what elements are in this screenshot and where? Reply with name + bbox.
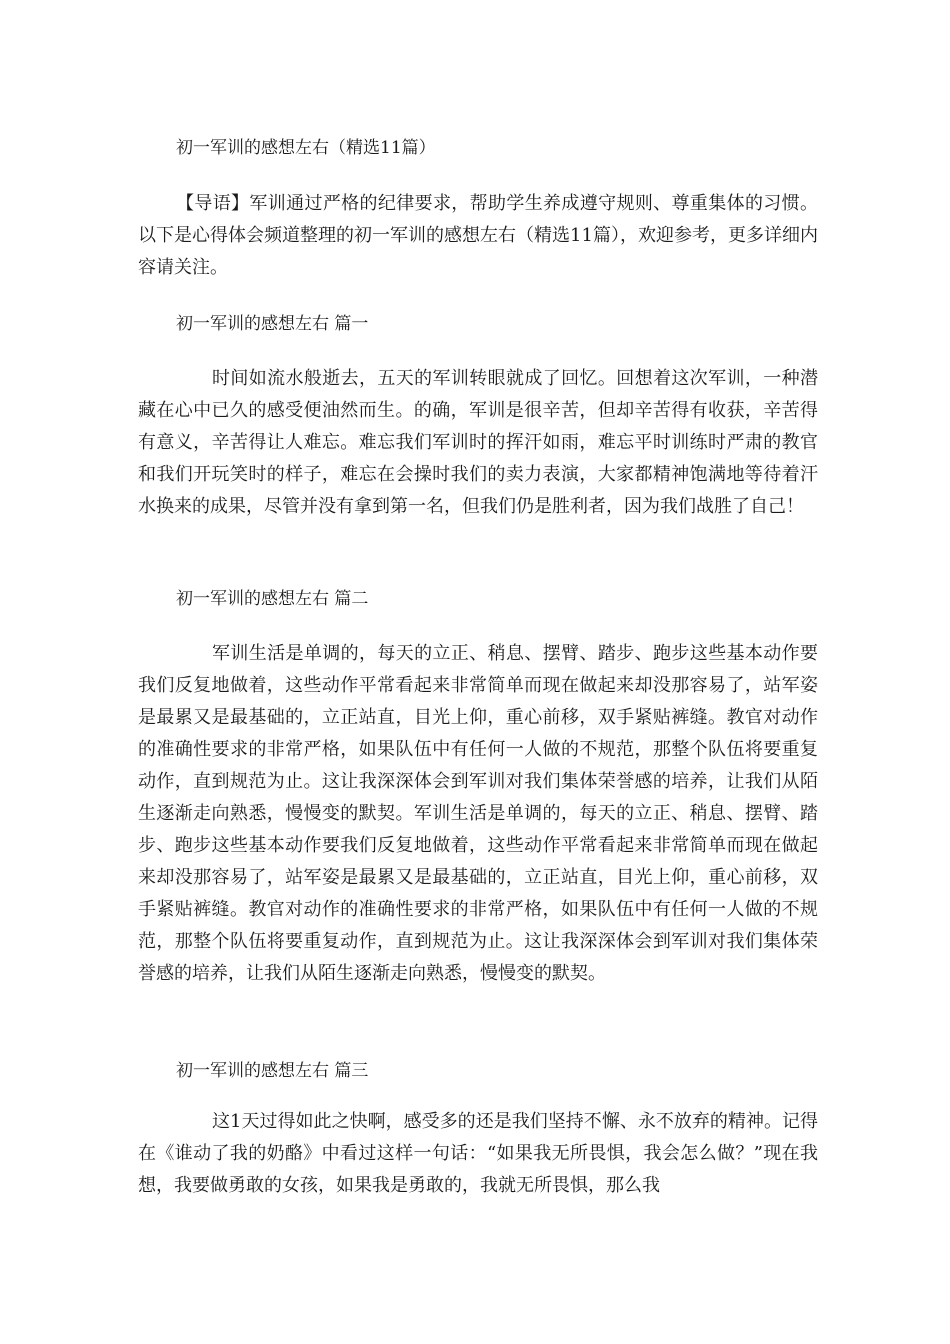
document-title: 初一军训的感想左右（精选11篇） <box>176 138 436 158</box>
section-text-1: 时间如流水般逝去，五天的军训转眼就成了回忆。回想着这次军训，一种潜藏在心中已久的感受便油然而生。的确，军训是很辛苦，但却辛苦得有收获，辛苦得有意义，辛苦得让人难忘。难忘我们军训时的挥汗如雨，难忘平时训练时严肃的教官和我们开玩笑时的样子，难忘在会操时我们的卖力表演，大家都精神饱满地等待着汗水换来的成果，尽管并没有拿到第一名，但我们仍是胜利者，因为我们战胜了自己！ <box>138 368 818 517</box>
section-heading-2: 初一军训的感想左右 篇二 <box>176 589 369 609</box>
section-text-2: 军训生活是单调的，每天的立正、稍息、摆臂、踏步、跑步这些基本动作要我们反复地做着，这些动作平常看起来非常简单而现在做起来却没那容易了，站军姿是最累又是最基础的，立正站直，目光上仰，重心前移，双手紧贴裤缝。教官对动作的准确性要求的非常严格，如果队伍中有任何一人做的不规范，那整个队伍将要重复动作，直到规范为止。这让我深深体会到军训对我们集体荣誉感的培养，让我们从陌生逐渐走向熟悉，慢慢变的默契。军训生活是单调的，每天的立正、稍息、摆臂、踏步、跑步这些基本动作要我们反复地做着，这些动作平常看起来非常简单而现在做起来却没那容易了，站军姿是最累又是最基础的，立正站直，目光上仰，重心前移，双手紧贴裤缝。教官对动作的准确性要求的非常严格，如果队伍中有任何一人做的不规范，那整个队伍将要重复动作，直到规范为止。这让我深深体会到军训对我们集体荣誉感的培养，让我们从陌生逐渐走向熟悉，慢慢变的默契。 <box>138 643 818 984</box>
section-heading-3: 初一军训的感想左右 篇三 <box>176 1061 369 1081</box>
section-heading-1: 初一军训的感想左右 篇一 <box>176 314 369 334</box>
intro-paragraph: 【导语】军训通过严格的纪律要求，帮助学生养成遵守规则、尊重集体的习惯。以下是心得体会频道整理的初一军训的感想左右（精选11篇），欢迎参考，更多详细内容请关注。 <box>138 193 818 278</box>
section-text-3: 这1天过得如此之快啊，感受多的还是我们坚持不懈、永不放弃的精神。记得在《谁动了我的奶酪》中看过这样一句话：“如果我无所畏惧，我会怎么做？”现在我想，我要做勇敢的女孩，如果我是勇敢的，我就无所畏惧，那么我 <box>138 1111 818 1196</box>
